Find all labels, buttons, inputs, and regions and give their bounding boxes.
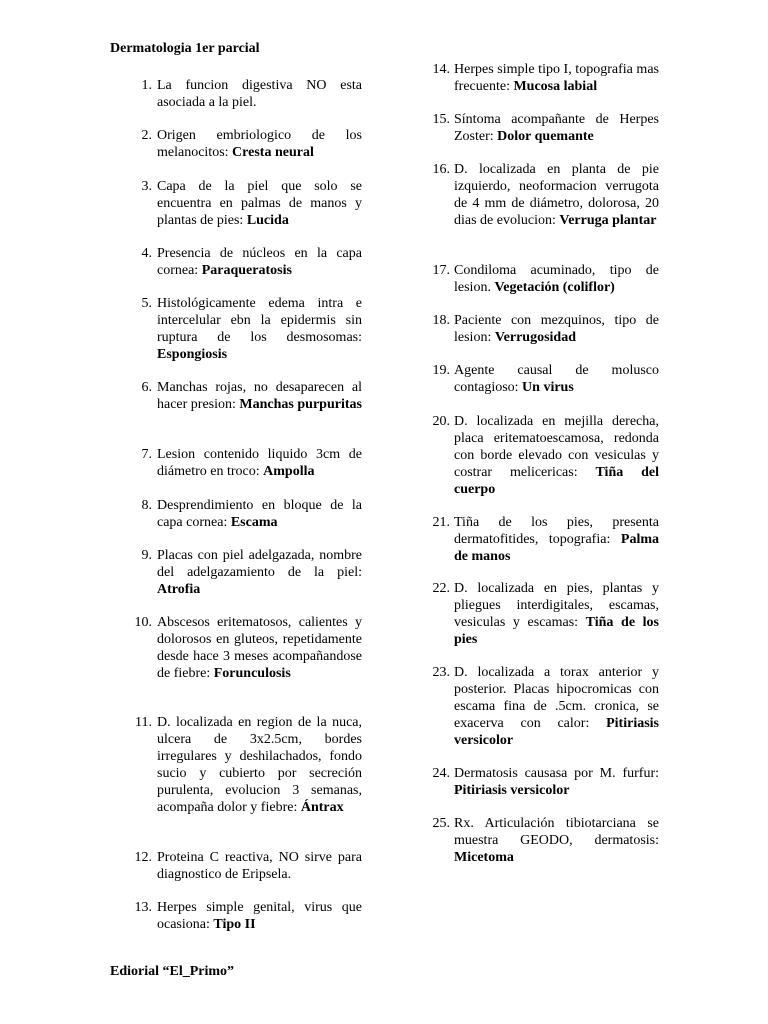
item-number: 12. — [134, 850, 152, 865]
item-answer: Ántrax — [300, 800, 344, 815]
item-answer: Espongiosis — [157, 347, 228, 362]
item-number: 2. — [141, 128, 152, 143]
item-number: 16. — [432, 162, 450, 177]
item-number: 20. — [432, 414, 450, 429]
item-answer: Tipo II — [213, 917, 256, 932]
item-answer: Palma de manos — [454, 532, 659, 564]
item-answer: Verruga plantar — [559, 213, 657, 228]
item-number: 22. — [432, 581, 450, 596]
item-text: Desprendimiento en bloque de la capa cornea: — [157, 498, 362, 530]
item-answer: Micetoma — [454, 850, 514, 865]
item-answer: Pitiriasis versicolor — [454, 716, 659, 748]
item-text: D. localizada en mejilla derecha, placa eritematoescamosa, redonda con borde elevado con vesiculas y costrar melicericas: — [454, 414, 659, 480]
item-number: 9. — [141, 548, 152, 563]
item-number: 14. — [432, 62, 450, 77]
item-text: Capa de la piel que solo se encuentra en palmas de manos y plantas de pies: — [157, 179, 362, 228]
item-text: D. localizada a torax anterior y posterior. Placas hipocromicas con escama fina de .5cm. cronica, se exacerva con calor: — [454, 665, 659, 731]
footer-publisher: Ediorial “El_Primo” — [110, 964, 235, 979]
item-text: Proteina C reactiva, NO sirve para diagnostico de Eripsela. — [157, 850, 362, 882]
item-text: Dermatosis causasa por M. furfur: — [454, 766, 659, 781]
item-text: Abscesos eritematosos, calientes y dolorosos en gluteos, repetidamente desde hace 3 meses acompañandose de fiebre: — [157, 615, 362, 681]
item-number: 8. — [141, 498, 152, 513]
item-number: 11. — [135, 715, 152, 730]
item-answer: Forunculosis — [213, 666, 291, 681]
item-answer: Lucida — [246, 213, 289, 228]
item-number: 5. — [141, 296, 152, 311]
item-text: Paciente con mezquinos, tipo de lesion: — [454, 313, 659, 345]
item-answer: Mucosa labial — [513, 79, 598, 94]
item-answer: Pitiriasis versicolor — [454, 783, 570, 798]
item-text: Placas con piel adelgazada, nombre del adelgazamiento de la piel: — [157, 548, 362, 580]
item-text: Agente causal de molusco contagioso: — [454, 363, 659, 395]
item-answer: Ampolla — [263, 464, 315, 479]
item-text: Tiña de los pies, presenta dermatofitides, topografia: — [454, 515, 659, 547]
item-text: D. localizada en region de la nuca, ulcera de 3x2.5cm, bordes irregulares y deshilachados, fondo sucio y cubierto por secreción purulenta, evolucion 3 semanas, acompaña dolor y fiebre: — [157, 715, 362, 815]
item-text: Condiloma acuminado, tipo de lesion. — [454, 263, 659, 295]
item-answer: Paraqueratosis — [201, 263, 292, 278]
item-number: 15. — [432, 112, 450, 127]
item-text: Presencia de núcleos en la capa cornea: — [157, 246, 362, 278]
item-text: Origen embriologico de los melanocitos: — [157, 128, 362, 160]
item-number: 21. — [432, 515, 450, 530]
item-text: La funcion digestiva NO esta asociada a la piel. — [157, 78, 362, 110]
item-number: 19. — [432, 363, 450, 378]
item-number: 23. — [432, 665, 450, 680]
item-answer: Manchas purpuritas — [239, 397, 362, 412]
item-text: Rx. Articulación tibiotarciana se muestra GEODO, dermatosis: — [454, 816, 659, 848]
item-answer: Dolor quemante — [497, 129, 594, 144]
item-text: Herpes simple genital, virus que ocasiona: — [157, 900, 362, 932]
item-number: 13. — [134, 900, 152, 915]
item-answer: Cresta neural — [232, 145, 314, 160]
item-number: 24. — [432, 766, 450, 781]
item-number: 18. — [432, 313, 450, 328]
item-text: Herpes simple tipo I, topografia mas frecuente: — [454, 62, 659, 94]
item-text: Lesion contenido liquido 3cm de diámetro en troco: — [157, 447, 362, 479]
document-title: Dermatologia 1er parcial — [110, 41, 260, 56]
item-text: Síntoma acompañante de Herpes Zoster: — [454, 112, 659, 144]
item-number: 6. — [141, 380, 152, 395]
item-answer: Tiña de los pies — [454, 615, 659, 647]
item-answer: Escama — [230, 515, 278, 530]
item-text: D. localizada en planta de pie izquierdo, neoformacion verrugota de 4 mm de diámetro, dolorosa, 20 dias de evolucion: — [454, 162, 659, 228]
item-number: 25. — [432, 816, 450, 831]
item-number: 1. — [141, 78, 152, 93]
item-answer: Verrugosidad — [494, 330, 577, 345]
item-number: 3. — [141, 179, 152, 194]
item-number: 7. — [141, 447, 152, 462]
item-text: Histológicamente edema intra e intercelular ebn la epidermis sin ruptura de los desmosomas: — [157, 296, 362, 345]
item-answer: Un virus — [522, 380, 574, 395]
item-answer: Vegetación (coliflor) — [494, 280, 615, 295]
item-text: Manchas rojas, no desaparecen al hacer presion: — [157, 380, 362, 412]
item-number: 10. — [134, 615, 152, 630]
item-number: 17. — [432, 263, 450, 278]
item-answer: Tiña del cuerpo — [454, 465, 659, 497]
item-answer: Atrofia — [157, 582, 201, 597]
item-text: D. localizada en pies, plantas y pliegues interdigitales, escamas, vesiculas y escamas: — [454, 581, 659, 630]
item-number: 4. — [141, 246, 152, 261]
